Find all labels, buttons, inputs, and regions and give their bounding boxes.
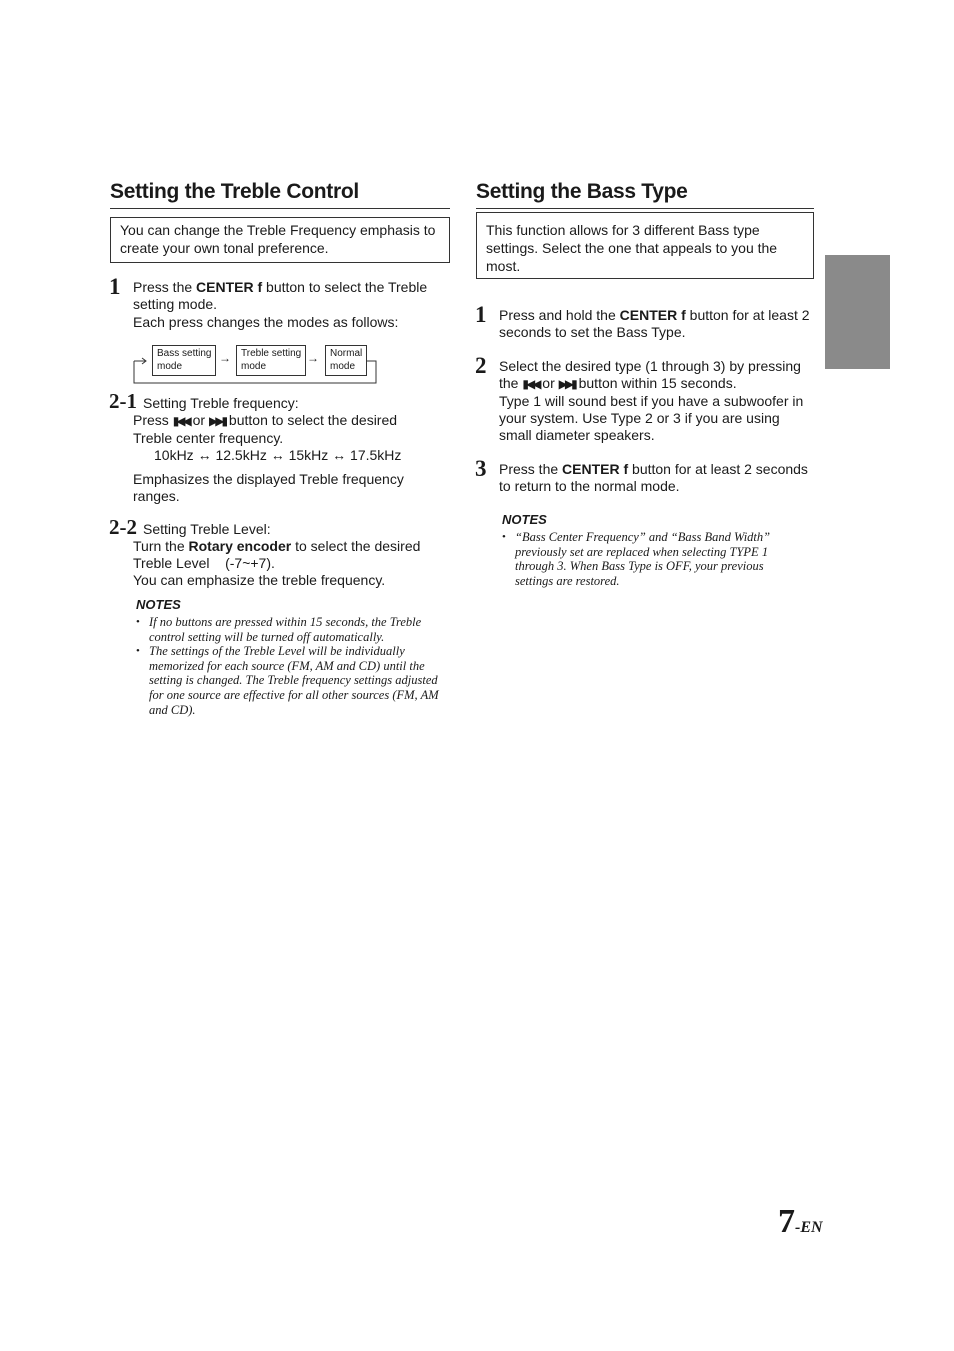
treble-intro-box bbox=[110, 217, 450, 263]
next-track-icon: ▶▶▮ bbox=[558, 377, 575, 391]
bass-title: Setting the Bass Type bbox=[476, 176, 814, 209]
note-item: • The settings of the Treble Level will be individually memorized for each source (FM, AM and CD) until the setting is changed. The Treble frequency settings adjusted for one source are effective for all other sources (FM, AM and CD). bbox=[136, 644, 450, 717]
step-text: Press the bbox=[133, 279, 197, 295]
bass-notes bbox=[476, 512, 792, 588]
treble-notes bbox=[110, 597, 450, 717]
flow-box-line: Bass setting bbox=[157, 348, 212, 359]
step-number: 2-2 bbox=[109, 515, 137, 539]
page-number-digit: 7 bbox=[778, 1203, 795, 1240]
notes-title: NOTES bbox=[502, 512, 547, 527]
bass-step-2 bbox=[475, 353, 814, 444]
next-track-icon: ▶▶▮ bbox=[208, 414, 226, 428]
treble-intro-text: You can change the Treble Frequency emphasis to create your own tonal preference. bbox=[120, 222, 436, 256]
flow-box-line: mode bbox=[241, 361, 267, 372]
step-text: button for at least 2 seconds to return to the normal mode. bbox=[499, 461, 808, 494]
flow-box-line: Normal bbox=[330, 348, 363, 359]
step-text: Press bbox=[133, 412, 173, 428]
flow-box-bass-setting bbox=[152, 345, 216, 376]
page-number-suffix: -EN bbox=[795, 1219, 823, 1236]
step-text: the bbox=[499, 375, 523, 391]
treble-step-2-2 bbox=[109, 515, 450, 589]
treble-step-2-1 bbox=[109, 389, 450, 505]
step-text: Press and hold the bbox=[499, 307, 620, 323]
step-number: 3 bbox=[475, 456, 487, 481]
page-number bbox=[778, 1203, 823, 1241]
step-text: Type 1 will sound best if you have a subwoofer in your system. Use Type 2 or 3 if you are using small diameter speakers. bbox=[499, 393, 804, 443]
bass-step-3 bbox=[475, 456, 814, 495]
step-text: Press the bbox=[499, 461, 563, 477]
bass-section bbox=[476, 176, 814, 588]
step-text: Treble Level (-7~+7). bbox=[133, 555, 275, 571]
treble-title: Setting the Treble Control bbox=[110, 176, 450, 209]
prev-track-icon: ▮◀◀ bbox=[172, 414, 189, 428]
step-number: 2-1 bbox=[109, 389, 137, 413]
step-text: to select the desired bbox=[291, 538, 421, 554]
step-number: 1 bbox=[475, 302, 487, 327]
step-text: Turn the bbox=[133, 538, 189, 554]
note-item: • If no buttons are pressed within 15 seconds, the Treble control setting will be turned off automatically. bbox=[136, 615, 450, 644]
notes-title: NOTES bbox=[136, 597, 181, 612]
step-label: Setting Treble frequency: bbox=[143, 395, 299, 411]
step-text: Emphasizes the displayed Treble frequency ranges. bbox=[133, 471, 404, 504]
bass-step-1 bbox=[475, 302, 814, 341]
step-text: Treble center frequency. bbox=[133, 430, 284, 446]
step-text: or bbox=[188, 412, 209, 428]
section-tab bbox=[825, 255, 890, 369]
step-number: 1 bbox=[109, 274, 121, 299]
flow-box-treble-setting bbox=[236, 345, 306, 376]
flow-arrow: → bbox=[307, 351, 319, 365]
center-button-label: CENTER f bbox=[562, 461, 629, 477]
rotary-encoder-label: Rotary encoder bbox=[188, 538, 292, 554]
bass-intro-text: This function allows for 3 different Bass type settings. Select the one that appeals to you the most. bbox=[486, 222, 778, 274]
step-number: 2 bbox=[475, 353, 487, 378]
step-text: Each press changes the modes as follows: bbox=[133, 314, 399, 330]
note-item: • “Bass Center Frequency” and “Bass Band Width” previously set are replaced when selecting TYPE 1 through 3. When Bass Type is OFF, your previous settings are restored. bbox=[502, 530, 792, 588]
step-text: button for at least 2 seconds to set the Bass Type. bbox=[499, 307, 810, 340]
frequency-list: 10kHz ↔ 12.5kHz ↔ 15kHz ↔ 17.5kHz bbox=[154, 447, 402, 463]
center-button-label: CENTER f bbox=[619, 307, 686, 323]
prev-track-icon: ▮◀◀ bbox=[522, 377, 539, 391]
flow-box-normal bbox=[325, 345, 367, 376]
treble-step-1 bbox=[109, 274, 450, 331]
step-text: Select the desired type (1 through 3) by pressing bbox=[499, 358, 801, 374]
step-text: You can emphasize the treble frequency. bbox=[133, 572, 386, 588]
treble-section bbox=[110, 176, 450, 717]
flow-box-line: Treble setting bbox=[241, 348, 302, 359]
step-text: button within 15 seconds. bbox=[574, 375, 737, 391]
flow-box-line: mode bbox=[157, 361, 183, 372]
step-text: or bbox=[538, 375, 559, 391]
mode-flow-diagram bbox=[132, 345, 450, 393]
step-label: Setting Treble Level: bbox=[143, 521, 271, 537]
flow-arrow: → bbox=[219, 351, 231, 365]
step-text: button to select the desired bbox=[225, 412, 398, 428]
step-text: button to select the Treble setting mode. bbox=[133, 279, 428, 312]
bass-intro-box bbox=[476, 212, 814, 279]
center-button-label: CENTER f bbox=[196, 279, 263, 295]
flow-box-line: mode bbox=[330, 361, 356, 372]
